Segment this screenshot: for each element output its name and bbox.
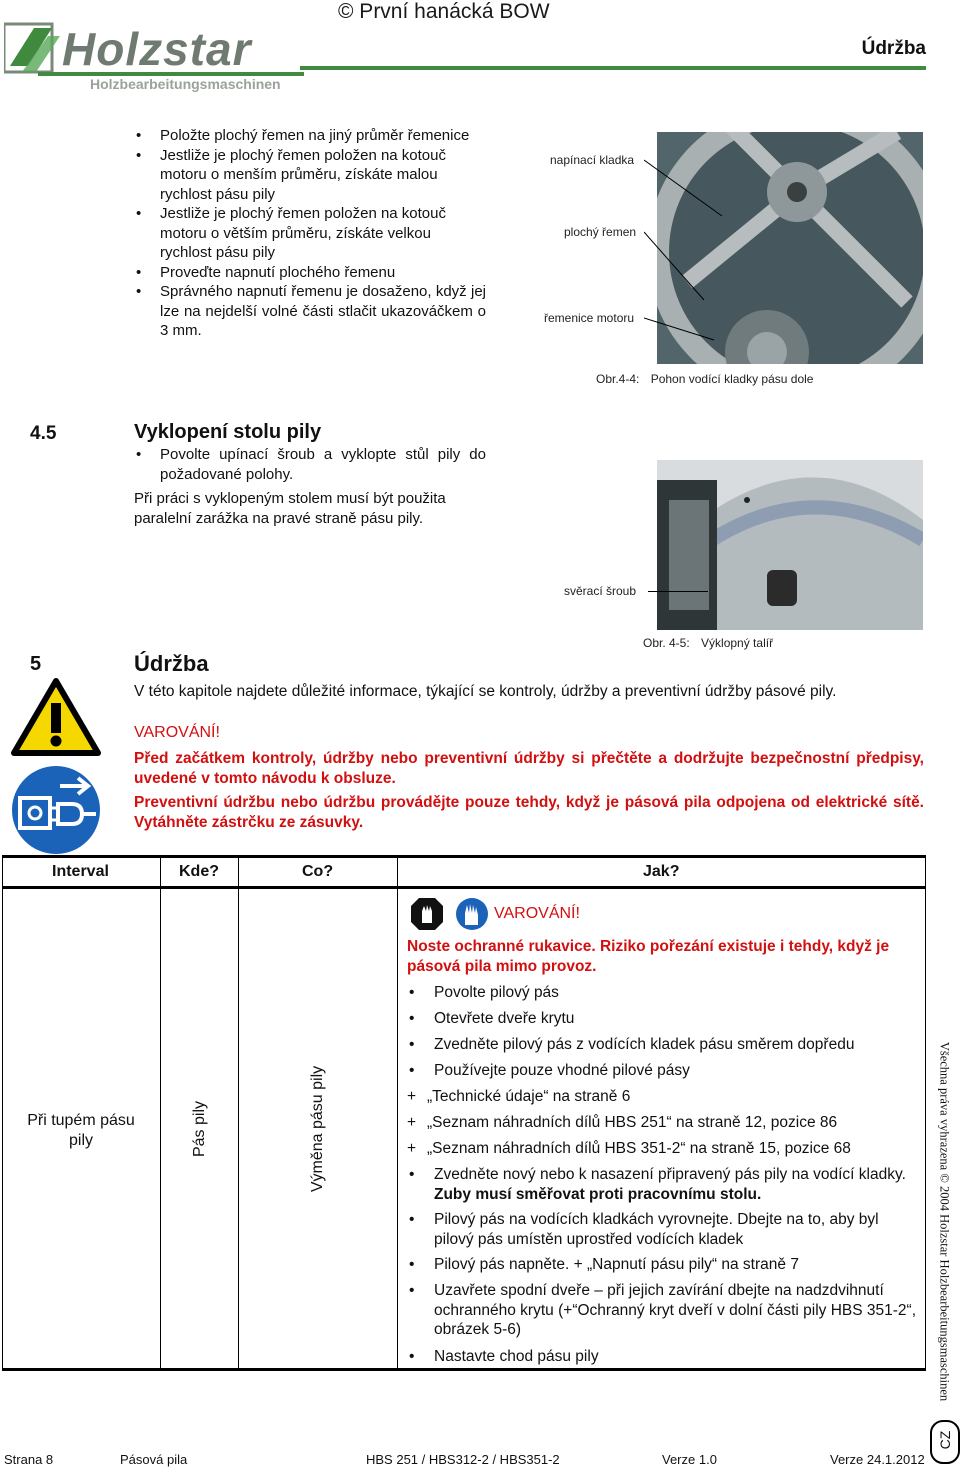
- list-item: • Pilový pás napněte. + „Napnutí pásu pily“ na straně 7: [409, 1256, 799, 1273]
- reference-link[interactable]: + „Seznam náhradních dílů HBS 251“ na straně 12, pozice 86: [407, 1114, 838, 1131]
- leader-line: [648, 591, 708, 592]
- table-rule: [397, 855, 398, 1371]
- list-item: • Proveďte napnutí plochého řemenu: [134, 263, 486, 283]
- list-item: • Uzavřete spodní dveře – při jejich zavírání dbejte na nadzdvihnutí ochranného krytu (+“Ochranný kryt dveří v dolní části pily HBS 351-2“, obrázek 5-6): [409, 1282, 917, 1338]
- unplug-mains-icon: [10, 764, 102, 856]
- footer-models: HBS 251 / HBS312-2 / HBS351-2: [366, 1452, 560, 1467]
- list-item: • Pilový pás na vodících kladkách vyrovnejte. Dbejte na to, aby byl pilový pás umístěn uprostřed vodících kladek: [409, 1211, 879, 1248]
- caption-number: Obr. 4-5:: [643, 636, 690, 650]
- list-item: • Jestliže je plochý řemen položen na kotouč motoru o menším průměru, získáte malou rychlost pásu pily: [134, 146, 486, 205]
- table-rule: [2, 886, 926, 889]
- caption-text: Výklopný talíř: [701, 636, 774, 650]
- header-where: Kde?: [179, 863, 219, 880]
- list-item: • Povolte upínací šroub a vyklopte stůl pily do požadované polohy.: [134, 445, 486, 484]
- reference-link[interactable]: „Napnutí pásu pily“ na straně 7: [586, 1256, 799, 1273]
- tilt-instructions: [134, 445, 486, 484]
- gloves-warning-icons: [410, 897, 496, 931]
- copyright-sidebar: Všechna práva vyhrazena © 2004 Holzstar Holzbearbeitungsmaschinen: [937, 1041, 952, 1402]
- figure-4-5-photo: [657, 460, 923, 630]
- table-warning-title: VAROVÁNÍ!: [494, 905, 580, 922]
- cross-reference-icon: +: [407, 1114, 417, 1131]
- list-item: • Položte plochý řemen na jiný průměr řemenice: [134, 126, 486, 146]
- what-cell: Výměna pásu pily: [309, 1065, 326, 1193]
- table-rule: [238, 855, 239, 1371]
- list-item: • Jestliže je plochý řemen položen na kotouč motoru o větším průměru, získáte velkou rychlost pásu pily: [134, 204, 486, 263]
- cross-reference-icon: +: [407, 1088, 417, 1105]
- list-item: • Zvedněte nový nebo k nasazení připravený pás pily na vodící kladky. Zuby musí směřovat proti pracovnímu stolu.: [409, 1166, 906, 1203]
- table-rule: [160, 855, 161, 1371]
- header-interval: Interval: [52, 863, 109, 880]
- section-number: 4.5: [30, 423, 57, 444]
- warning-text-1: Před začátkem kontroly, údržby nebo preventivní údržby si přečtěte a dodržujte bezpečnostní předpisy, uvedené v tomto návodu k obsluze.: [134, 750, 924, 787]
- caption-text: Pohon vodící kladky pásu dole: [650, 372, 814, 386]
- footer-page: Strana 8: [4, 1452, 54, 1467]
- label-flat-belt: plochý řemen: [564, 225, 637, 239]
- list-item: • Zvedněte pilový pás z vodících kladek pásu směrem dopředu: [409, 1036, 855, 1053]
- cross-reference-icon: +: [563, 1301, 573, 1319]
- reference-link[interactable]: + „Seznam náhradních dílů HBS 351-2“ na straně 15, pozice 68: [407, 1140, 851, 1157]
- belt-instructions: [134, 126, 486, 341]
- caption-number: Obr.4-4:: [596, 372, 640, 386]
- cross-reference-icon: +: [407, 1140, 417, 1157]
- warning-triangle-icon: [10, 677, 102, 757]
- chapter-title: Údržba: [134, 651, 209, 676]
- table-warning-text: Noste ochranné rukavice. Riziko pořezání existuje i tehdy, když je pásová pila mimo provoz.: [407, 938, 890, 975]
- list-item: • Povolte pilový pás: [409, 984, 559, 1001]
- section-title: Vyklopení stolu pily: [134, 421, 322, 443]
- figure-4-4-caption: [596, 372, 813, 386]
- figure-4-5-caption: [643, 636, 773, 650]
- section-header: Údržba: [861, 38, 926, 59]
- footer-date: Verze 24.1.2012: [830, 1452, 925, 1467]
- tilt-note: Při práci s vyklopeným stolem musí být použita paralelní zarážka na pravé straně pásu pily.: [134, 490, 446, 527]
- warning-title: VAROVÁNÍ!: [134, 724, 220, 741]
- warning-text-2: Preventivní údržbu nebo údržbu provádějte pouze tehdy, když je pásová pila odpojena od elektrické sítě. Vytáhněte zástrčku ze zásuvky.: [134, 794, 924, 831]
- table-rule: [2, 855, 3, 1371]
- chapter-number: 5: [30, 653, 42, 675]
- company-title: © První hanácká BOW: [338, 0, 550, 23]
- interval-cell: Při tupém pásu pily: [27, 1112, 135, 1149]
- list-item: • Otevřete dveře krytu: [409, 1010, 575, 1027]
- reference-link[interactable]: + „Technické údaje“ na straně 6: [407, 1088, 631, 1105]
- label-tension-pulley: napínací kladka: [550, 153, 635, 167]
- language-badge: [930, 1420, 960, 1464]
- where-cell: Pás pily: [191, 1100, 208, 1158]
- logo-subtitle: Holzbearbeitungsmaschinen: [90, 76, 281, 92]
- chapter-intro: V této kapitole najdete důležité informace, týkající se kontroly, údržby a preventivní údržby pásové pily.: [134, 683, 837, 700]
- header-what: Co?: [302, 863, 334, 880]
- cross-reference-icon: +: [573, 1256, 583, 1273]
- list-item: • Nastavte chod pásu pily: [409, 1348, 599, 1365]
- tilt-table-photo-illustration: [657, 460, 923, 630]
- table-rule: [2, 855, 926, 858]
- label-motor-pulley: řemenice motoru: [544, 311, 635, 325]
- list-item: • Používejte pouze vhodné pilové pásy: [409, 1062, 690, 1079]
- figure-4-4-leader-lines: [644, 140, 744, 380]
- label-clamp-screw: svěrací šroub: [564, 584, 637, 598]
- logo: [4, 8, 304, 100]
- list-item: • Správného napnutí řemenu je dosaženo, když jej lze na nejdelší volné části stlačit ukazováčkem o 3 mm.: [134, 282, 486, 341]
- language-code: CZ: [937, 1430, 953, 1450]
- reference-link[interactable]: “Ochranný kryt dveří v dolní části pily HBS 351-2“, obrázek 5-6): [434, 1301, 917, 1338]
- header-rule: [300, 66, 926, 70]
- footer-product: Pásová pila: [120, 1452, 188, 1467]
- header-how: Jak?: [643, 863, 680, 880]
- footer-version: Verze 1.0: [662, 1452, 717, 1467]
- logo-wordmark: Holzstar: [62, 23, 252, 75]
- table-rule: [2, 1368, 926, 1371]
